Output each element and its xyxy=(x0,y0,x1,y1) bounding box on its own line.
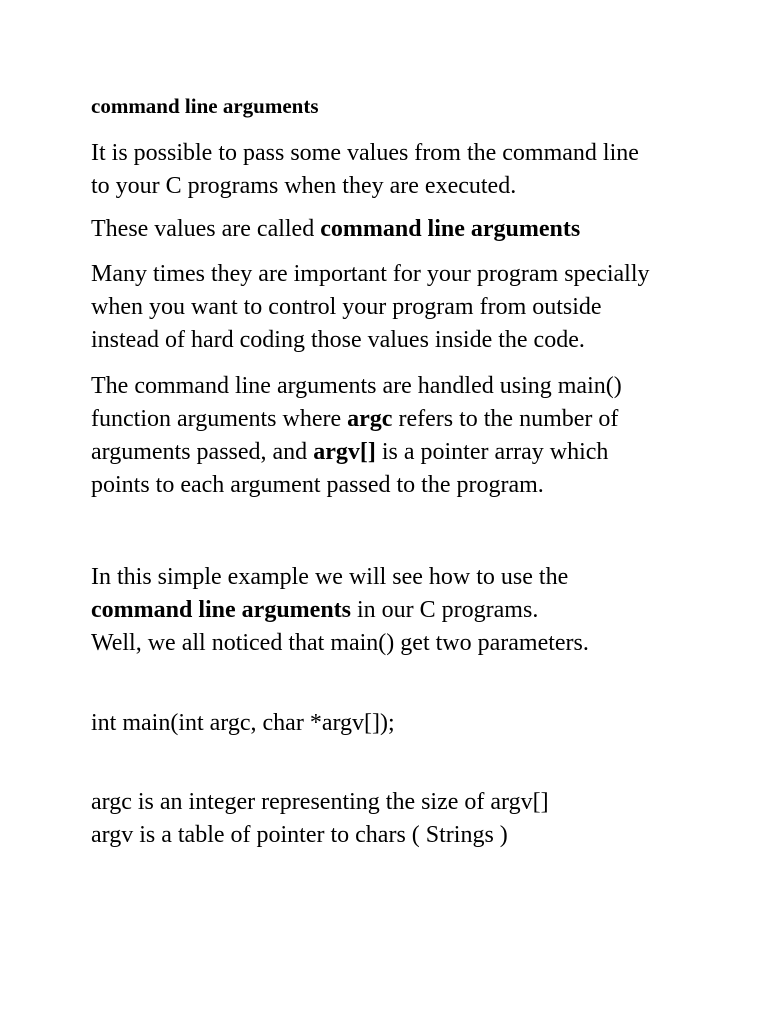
paragraph-explanation xyxy=(91,786,549,852)
paragraph-importance xyxy=(91,258,650,357)
paragraph-intro-line-2: to your C programs when they are executed. xyxy=(91,173,517,199)
definition-term: command line arguments xyxy=(320,216,581,242)
paragraph-example-line-2 xyxy=(91,594,589,627)
paragraph-example-line-1: In this simple example we will see how to use the xyxy=(91,564,569,590)
argc-term: argc xyxy=(347,406,393,432)
definition-text: These values are called xyxy=(91,216,321,242)
paragraph-intro-line-1: It is possible to pass some values from the command line xyxy=(91,140,639,166)
example-term: command line arguments xyxy=(91,597,351,623)
paragraph-handling-line-1: The command line arguments are handled using main() xyxy=(91,373,622,399)
main-signature: int main(int argc, char *argv[]); xyxy=(91,710,395,736)
paragraph-importance-line-2: when you want to control your program from outside xyxy=(91,294,602,320)
handling-text-d: is a pointer array which xyxy=(375,439,609,465)
paragraph-definition xyxy=(91,213,580,246)
paragraph-signature xyxy=(91,707,395,740)
handling-text-b: refers to the number of xyxy=(392,406,619,432)
paragraph-handling-line-4: points to each argument passed to the program. xyxy=(91,472,544,498)
paragraph-example-line-3: Well, we all noticed that main() get two parameters. xyxy=(91,630,589,656)
paragraph-importance-line-3: instead of hard coding those values inside the code. xyxy=(91,327,585,353)
argv-explanation: argv is a table of pointer to chars ( Strings ) xyxy=(91,822,508,848)
paragraph-intro xyxy=(91,137,639,203)
paragraph-handling-line-3 xyxy=(91,436,622,469)
page-title: command line arguments xyxy=(91,94,319,118)
example-text: in our C programs. xyxy=(351,597,539,623)
paragraph-definition-line xyxy=(91,213,580,246)
paragraph-handling xyxy=(91,370,622,502)
paragraph-example xyxy=(91,561,589,660)
handling-text-c: arguments passed, and xyxy=(91,439,314,465)
argv-term: argv[] xyxy=(313,439,376,465)
argc-explanation: argc is an integer representing the size of argv[] xyxy=(91,789,549,815)
paragraph-handling-line-2 xyxy=(91,403,622,436)
handling-text-a: function arguments where xyxy=(91,406,348,432)
paragraph-importance-line-1: Many times they are important for your program specially xyxy=(91,261,650,287)
